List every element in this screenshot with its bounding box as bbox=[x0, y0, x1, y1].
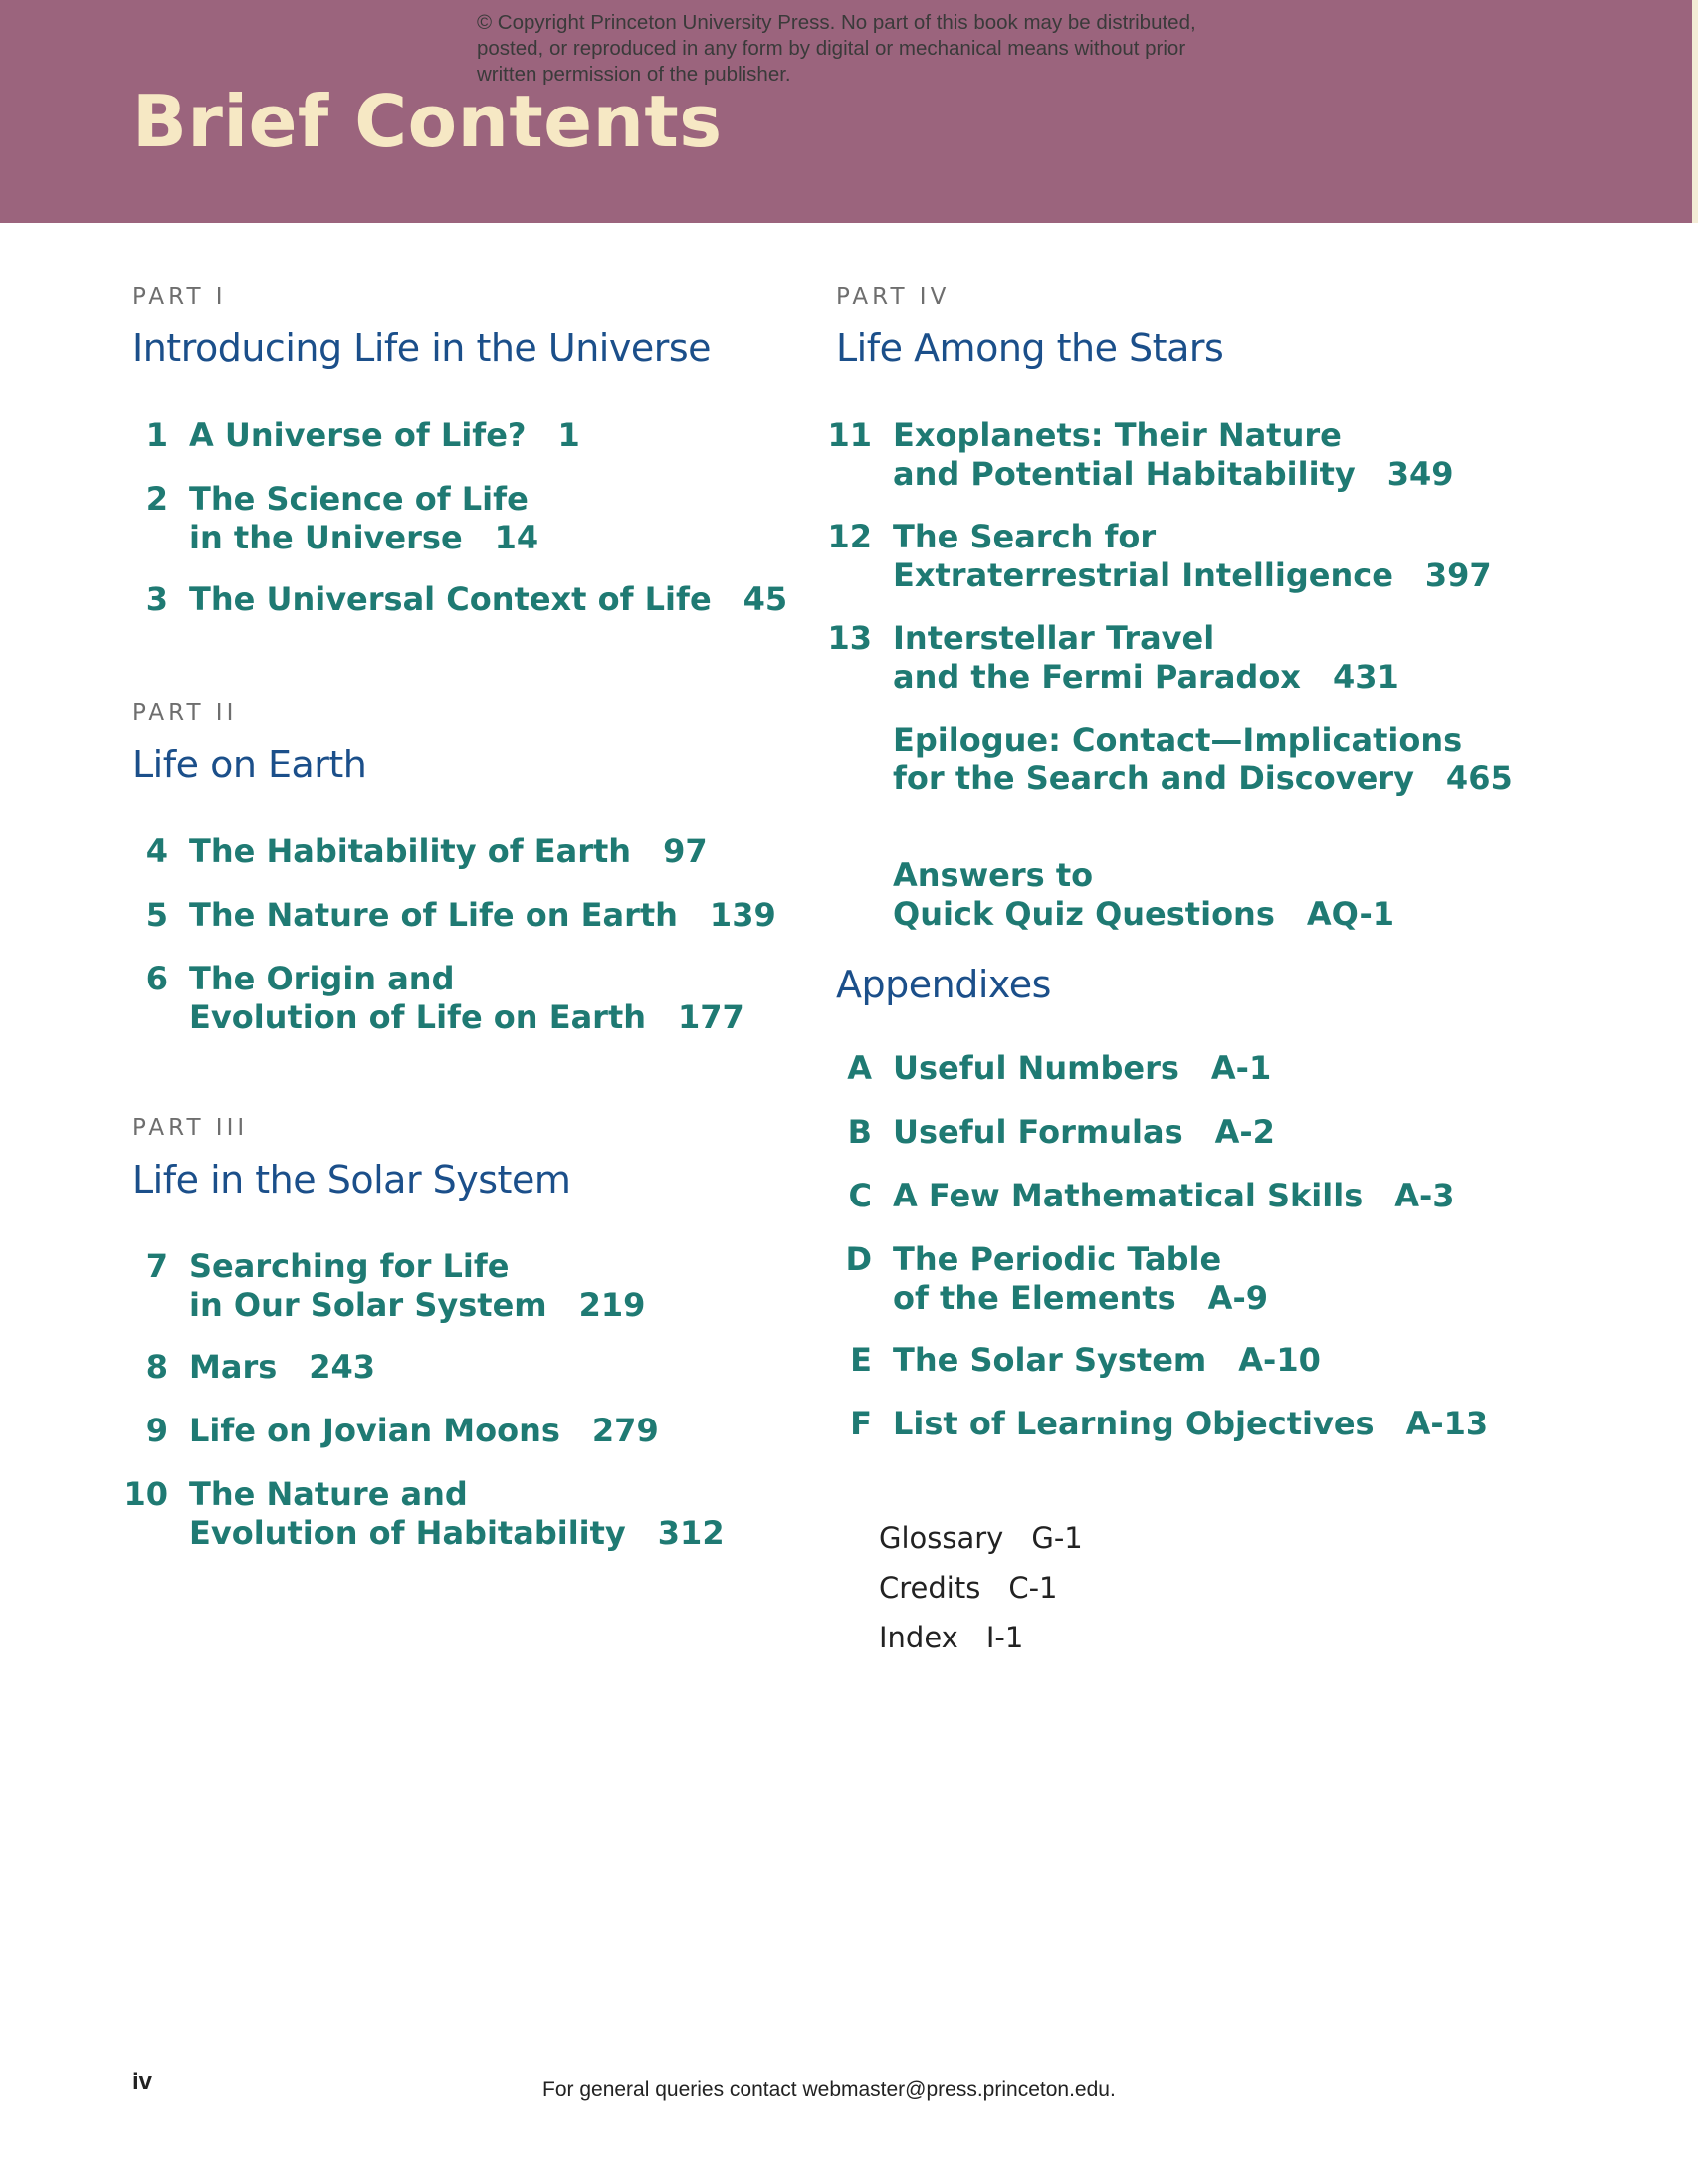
chapter-page: 1 bbox=[557, 416, 580, 454]
chapter-title: Interstellar Travel and the Fermi Paradox 431 bbox=[893, 619, 1399, 696]
chapter-title: Epilogue: Contact—Implications for the Search and Discovery 465 bbox=[893, 721, 1513, 797]
chapter-title: Mars 243 bbox=[189, 1348, 376, 1386]
chapter-number: 9 bbox=[145, 1412, 168, 1449]
chapter-page: 97 bbox=[663, 832, 708, 870]
backmatter-credits[interactable]: Credits C-1 bbox=[879, 1571, 1058, 1605]
copyright-notice: © Copyright Princeton University Press. No part of this book may be distributed, posted, or reproduced in any form by digital or mechanical means without prior written permission of the publisher. bbox=[477, 11, 1196, 86]
part-label: PART IV bbox=[836, 284, 951, 310]
backmatter-index[interactable]: Index I-1 bbox=[879, 1621, 1024, 1654]
appendix-title: Useful Formulas A-2 bbox=[893, 1113, 1275, 1151]
chapter-page: 45 bbox=[743, 580, 788, 618]
chapter-title: The Nature of Life on Earth 139 bbox=[189, 896, 776, 934]
appendix-title: The Solar System A-10 bbox=[893, 1341, 1321, 1379]
chapter-title: Answers to Quick Quiz Questions AQ-1 bbox=[893, 856, 1394, 933]
footer-contact-note: For general queries contact webmaster@press.princeton.edu. bbox=[542, 2078, 1116, 2101]
appendix-page: A-13 bbox=[1405, 1405, 1489, 1442]
appendix-page: A-2 bbox=[1214, 1113, 1275, 1151]
part-label: PART II bbox=[132, 700, 238, 726]
chapter-number: 11 bbox=[827, 416, 872, 454]
appendix-letter: E bbox=[850, 1341, 872, 1379]
chapter-page: 243 bbox=[309, 1348, 376, 1386]
chapter-page: 349 bbox=[1386, 455, 1454, 493]
chapter-page: 431 bbox=[1332, 658, 1399, 696]
chapter-page: 465 bbox=[1445, 760, 1513, 797]
appendix-title: A Few Mathematical Skills A-3 bbox=[893, 1177, 1455, 1214]
chapter-title: The Search for Extraterrestrial Intelligence 397 bbox=[893, 518, 1492, 594]
chapter-number: 7 bbox=[145, 1247, 168, 1285]
chapter-page: 177 bbox=[678, 998, 744, 1036]
chapter-page: 14 bbox=[494, 519, 539, 556]
chapter-page: 279 bbox=[591, 1412, 659, 1449]
part-title: Life Among the Stars bbox=[836, 327, 1224, 370]
page-title: Brief Contents bbox=[132, 80, 723, 163]
chapter-number: 12 bbox=[827, 518, 872, 555]
appendix-page: A-3 bbox=[1394, 1177, 1455, 1214]
appendix-letter: F bbox=[850, 1405, 872, 1442]
chapter-title: The Universal Context of Life 45 bbox=[189, 580, 788, 618]
chapter-page: AQ-1 bbox=[1306, 895, 1394, 933]
banner-edge bbox=[1692, 0, 1698, 223]
chapter-number: 6 bbox=[145, 960, 168, 997]
backmatter-list bbox=[879, 1513, 1083, 1662]
appendix-page: A-1 bbox=[1210, 1049, 1272, 1087]
appendix-page: A-9 bbox=[1207, 1279, 1268, 1317]
chapter-page: 139 bbox=[709, 896, 776, 934]
chapter-page: 312 bbox=[657, 1514, 725, 1552]
chapter-number: 2 bbox=[145, 480, 168, 518]
chapter-number: 13 bbox=[827, 619, 872, 657]
appendix-title: The Periodic Table of the Elements A-9 bbox=[893, 1240, 1268, 1317]
chapter-title: A Universe of Life? 1 bbox=[189, 416, 580, 454]
part-title: Life on Earth bbox=[132, 743, 367, 786]
chapter-number: 1 bbox=[145, 416, 168, 454]
chapter-number: 3 bbox=[145, 580, 168, 618]
chapter-title: Exoplanets: Their Nature and Potential Habitability 349 bbox=[893, 416, 1454, 493]
chapter-number: 5 bbox=[145, 896, 168, 934]
chapter-number: 4 bbox=[145, 832, 168, 870]
appendix-letter: A bbox=[847, 1049, 872, 1087]
appendix-letter: D bbox=[845, 1240, 872, 1278]
chapter-number: 8 bbox=[145, 1348, 168, 1386]
appendixes-title: Appendixes bbox=[836, 963, 1051, 1006]
page-number: iv bbox=[132, 2069, 153, 2095]
part-title: Life in the Solar System bbox=[132, 1158, 571, 1201]
chapter-title: Life on Jovian Moons 279 bbox=[189, 1412, 659, 1449]
appendix-page: A-10 bbox=[1238, 1341, 1321, 1379]
chapter-title: The Origin and Evolution of Life on Earth 177 bbox=[189, 960, 744, 1036]
appendix-letter: B bbox=[847, 1113, 872, 1151]
part-label: PART I bbox=[132, 284, 227, 310]
part-title: Introducing Life in the Universe bbox=[132, 327, 712, 370]
appendix-title: List of Learning Objectives A-13 bbox=[893, 1405, 1489, 1442]
chapter-title: The Habitability of Earth 97 bbox=[189, 832, 708, 870]
chapter-title: Searching for Life in Our Solar System 219 bbox=[189, 1247, 646, 1324]
appendix-letter: C bbox=[848, 1177, 872, 1214]
chapter-title: The Nature and Evolution of Habitability 312 bbox=[189, 1475, 725, 1552]
appendix-title: Useful Numbers A-1 bbox=[893, 1049, 1272, 1087]
chapter-page: 219 bbox=[578, 1286, 646, 1324]
part-label: PART III bbox=[132, 1115, 249, 1141]
chapter-page: 397 bbox=[1424, 556, 1492, 594]
backmatter-glossary[interactable]: Glossary G-1 bbox=[879, 1521, 1083, 1555]
chapter-title: The Science of Life in the Universe 14 bbox=[189, 480, 539, 556]
chapter-number: 10 bbox=[123, 1475, 168, 1513]
